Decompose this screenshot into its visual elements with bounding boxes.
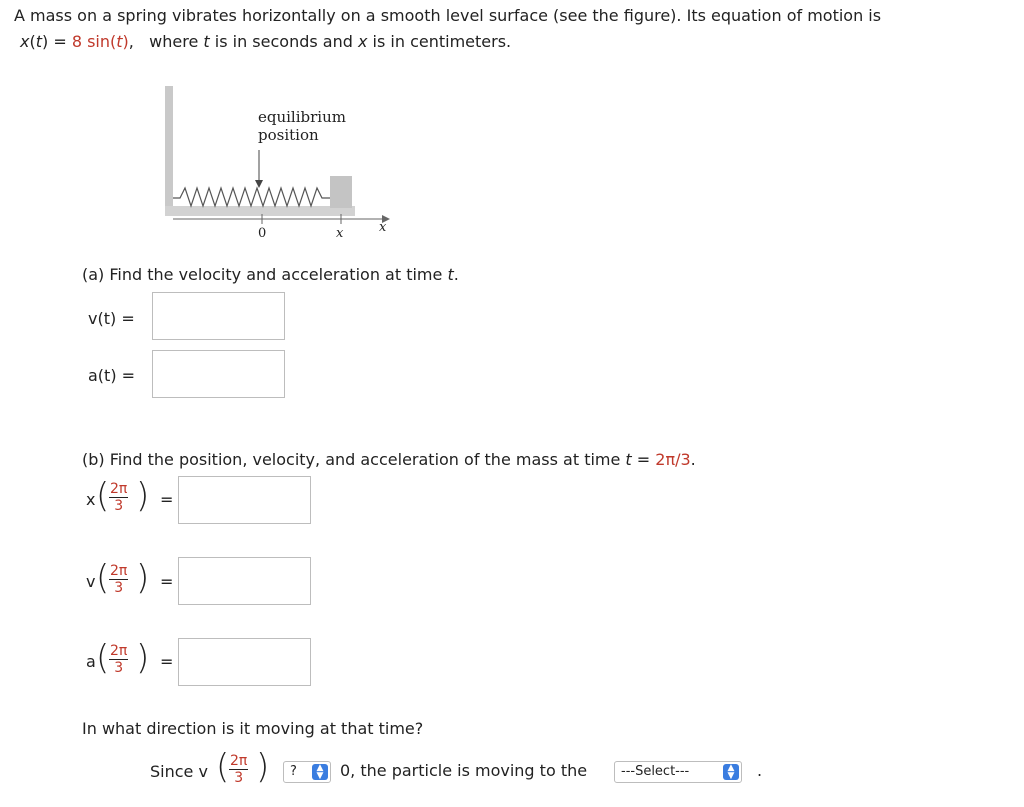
a-func-equals: = — [160, 652, 174, 671]
problem-equation-line: x(t) = 8 sin(t), where t is in seconds and x is in centimeters. — [20, 32, 512, 51]
tick-zero-label: 0 — [258, 226, 267, 241]
x-func-open-paren: ( — [96, 476, 110, 516]
velocity-at-time-input[interactable] — [178, 557, 311, 605]
eq-centimeters: is in centimeters. — [367, 32, 512, 51]
v-func-letter: v — [86, 572, 96, 591]
floor — [165, 206, 355, 216]
direction-middle-text: 0, the particle is moving to the — [340, 761, 588, 780]
direction-end-period: . — [757, 761, 763, 780]
eq-seconds: is in seconds and — [209, 32, 358, 51]
problem-intro-line1: A mass on a spring vibrates horizontally on a smooth level surface (see the figure). Its equation of motion is — [14, 6, 882, 25]
a-func-fraction: $\frac{2\pi}{3}$ — [110, 643, 128, 676]
acceleration-label: a(t) = — [88, 366, 136, 385]
eq-t-var-2: t — [203, 32, 210, 51]
since-open-paren: ( — [216, 747, 230, 787]
comparison-select[interactable] — [283, 761, 331, 783]
v-func-open-paren: ( — [96, 558, 110, 598]
eq-where: where — [149, 32, 204, 51]
part-a-prompt: (a) Find the velocity and acceleration at time t. — [82, 265, 459, 284]
spring — [173, 188, 330, 206]
axis-x-label: x — [379, 220, 387, 235]
since-label: Since v — [150, 762, 208, 781]
eq-comma: , — [128, 32, 134, 51]
x-func-letter: x — [86, 490, 96, 509]
spring-diagram — [150, 80, 410, 250]
spring-figure — [150, 80, 410, 250]
eq-x-var-2: x — [357, 32, 368, 51]
v-func-close-paren: ) — [136, 558, 150, 598]
x-func-close-paren: ) — [136, 476, 150, 516]
mass-block — [330, 176, 352, 208]
v-func-equals: = — [160, 572, 174, 591]
velocity-answer-input[interactable] — [152, 292, 285, 340]
comparison-select-chevron-icon: ▲ ▼ — [312, 764, 328, 780]
comparison-select-value: ? — [290, 764, 297, 779]
eq-equals: ) = — [42, 32, 72, 51]
a-func-letter: a — [86, 652, 96, 671]
a-func-close-paren: ) — [136, 638, 150, 678]
acceleration-answer-input[interactable] — [152, 350, 285, 398]
wall — [165, 86, 173, 216]
direction-select[interactable] — [614, 761, 742, 783]
a-func-open-paren: ( — [96, 638, 110, 678]
eq-x-var: x — [20, 32, 30, 51]
equilibrium-label: equilibrium position — [258, 108, 346, 144]
x-func-fraction: $\frac{2\pi}{3}$ — [110, 481, 128, 514]
eq-value: 8 sin(t) — [71, 32, 129, 51]
tick-x-label: x — [336, 226, 344, 241]
velocity-label: v(t) = — [88, 309, 135, 328]
since-close-paren: ) — [256, 747, 270, 787]
direction-select-value: ---Select--- — [621, 764, 690, 779]
equilibrium-arrowhead — [255, 180, 263, 188]
acceleration-at-time-input[interactable] — [178, 638, 311, 686]
direction-select-chevron-icon: ▲ ▼ — [723, 764, 739, 780]
x-func-equals: = — [160, 490, 174, 509]
position-at-time-input[interactable] — [178, 476, 311, 524]
part-b-prompt: (b) Find the position, velocity, and acceleration of the mass at time t = 2π/3. — [82, 450, 696, 469]
eq-t-var: t — [35, 32, 42, 51]
direction-question: In what direction is it moving at that time? — [82, 719, 424, 738]
v-func-fraction: $\frac{2\pi}{3}$ — [110, 563, 128, 596]
since-fraction: $\frac{2\pi}{3}$ — [230, 753, 248, 786]
